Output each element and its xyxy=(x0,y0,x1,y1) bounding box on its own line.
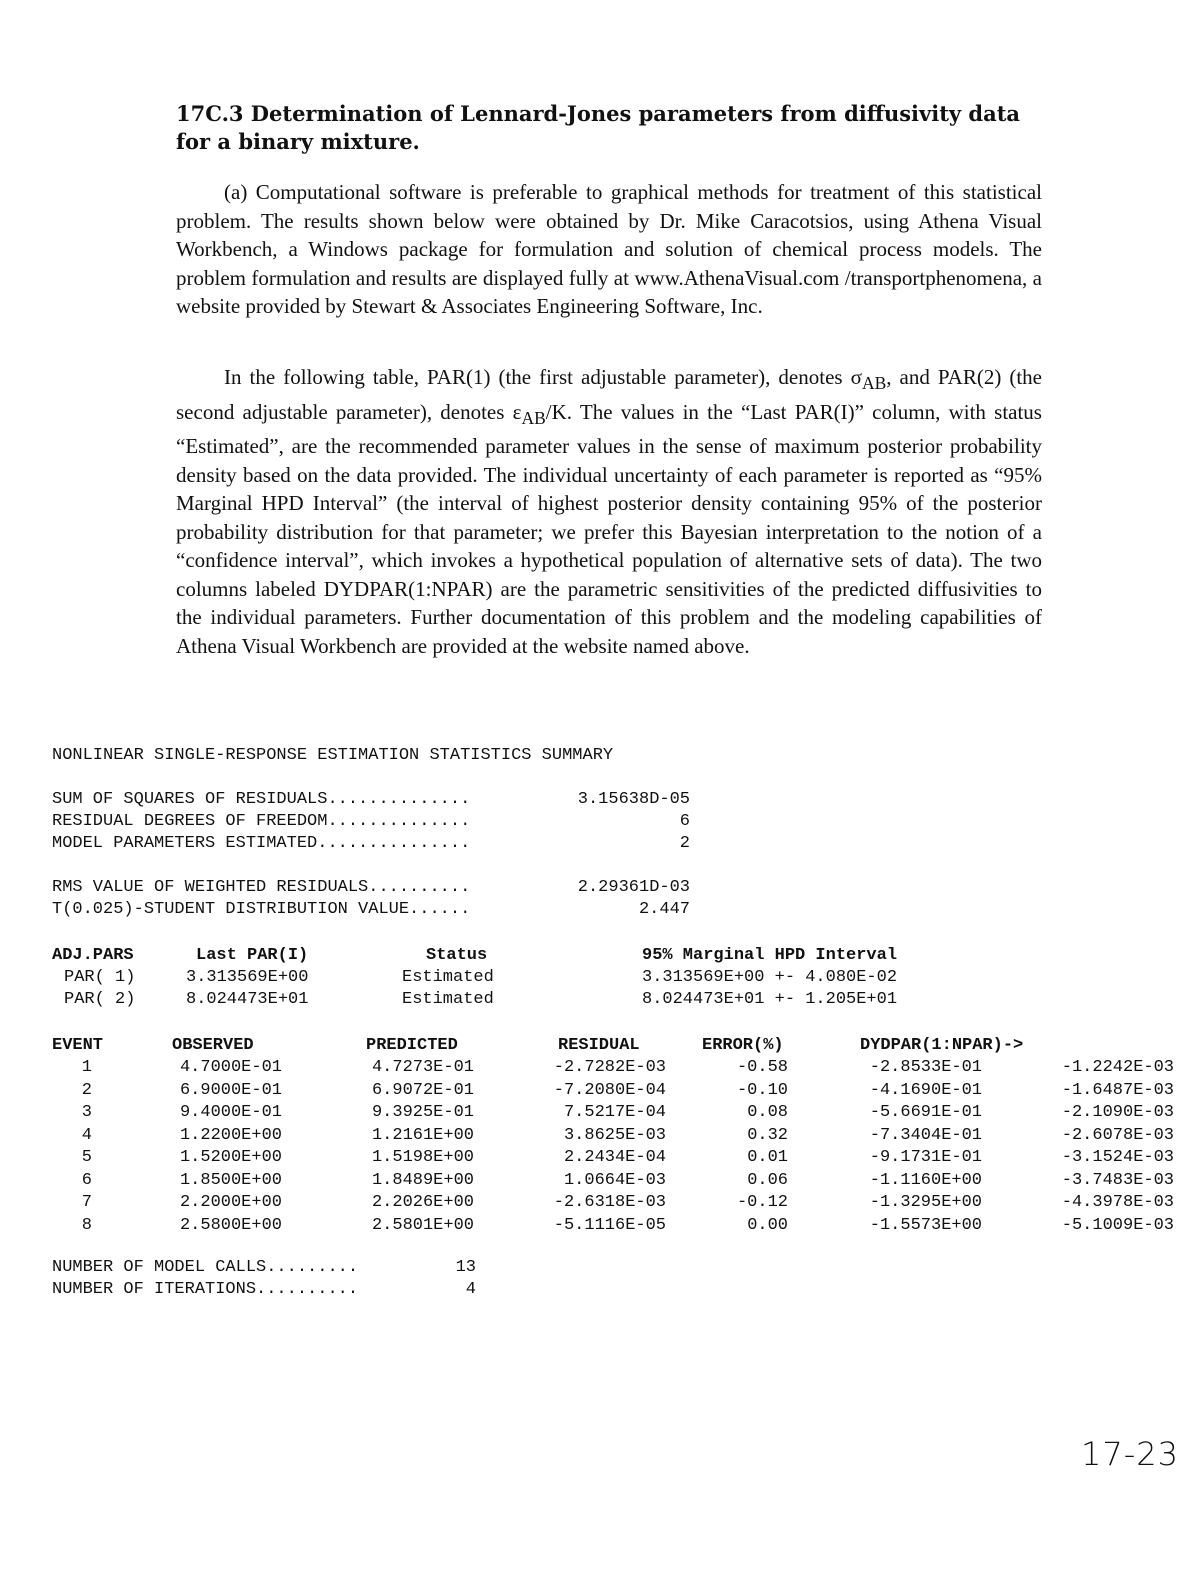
param-value: 3.313569E+00 xyxy=(186,968,309,987)
dydpar-2: -3.1524E-03 xyxy=(1061,1148,1174,1167)
predicted-value: 2.5801E+00 xyxy=(371,1215,474,1235)
dydpar-2: -4.3978E-03 xyxy=(1061,1193,1174,1212)
param-name: PAR( 2) xyxy=(64,990,136,1009)
dydpar-1: -4.1690E-01 xyxy=(869,1080,982,1100)
param-status: Estimated xyxy=(402,968,494,987)
event-number: 5 xyxy=(81,1148,92,1167)
residual-value: -5.1116E-05 xyxy=(553,1215,666,1235)
stat-value: 3.15638D-05 xyxy=(577,790,690,809)
dydpar-2: -1.6487E-03 xyxy=(1061,1080,1174,1100)
params-header-lastpar: Last PAR(I) xyxy=(196,946,309,965)
observed-value: 1.2200E+00 xyxy=(179,1125,282,1145)
stat-label: MODEL PARAMETERS ESTIMATED............... xyxy=(52,834,471,853)
dydpar-2: -2.1090E-03 xyxy=(1061,1103,1174,1122)
param-name: PAR( 1) xyxy=(64,968,136,987)
residual-value: -2.7282E-03 xyxy=(553,1058,666,1077)
stat-label: RESIDUAL DEGREES OF FREEDOM.............. xyxy=(52,812,471,831)
predicted-value: 1.2161E+00 xyxy=(371,1125,474,1145)
events-header-error: ERROR(%) xyxy=(702,1036,784,1055)
residual-value: 7.5217E-04 xyxy=(563,1103,666,1122)
predicted-value: 9.3925E-01 xyxy=(371,1103,474,1122)
dydpar-1: -1.1160E+00 xyxy=(869,1170,982,1190)
footer-stat-value: 4 xyxy=(465,1280,476,1299)
stat-label: SUM OF SQUARES OF RESIDUALS.............. xyxy=(52,790,471,809)
observed-value: 2.2000E+00 xyxy=(179,1193,282,1212)
residual-value: 2.2434E-04 xyxy=(563,1148,666,1167)
footer-stat-value: 13 xyxy=(455,1258,476,1277)
events-header-event: EVENT xyxy=(52,1036,104,1055)
stat-value: 2.29361D-03 xyxy=(577,878,690,897)
params-header-status: Status xyxy=(426,946,488,965)
residual-value: 1.0664E-03 xyxy=(563,1170,666,1190)
param-interval: 8.024473E+01 +- 1.205E+01 xyxy=(642,990,898,1009)
predicted-value: 1.8489E+00 xyxy=(371,1170,474,1190)
event-number: 1 xyxy=(81,1058,92,1077)
paragraph-b xyxy=(176,363,1042,660)
error-percent: -0.10 xyxy=(736,1080,788,1100)
summary-title: NONLINEAR SINGLE-RESPONSE ESTIMATION STATISTICS SUMMARY xyxy=(52,746,614,765)
dydpar-2: -3.7483E-03 xyxy=(1061,1170,1174,1190)
error-percent: -0.12 xyxy=(736,1193,788,1212)
param-value: 8.024473E+01 xyxy=(186,990,309,1009)
dydpar-1: -5.6691E-01 xyxy=(869,1103,982,1122)
dydpar-2: -1.2242E-03 xyxy=(1061,1058,1174,1077)
predicted-value: 2.2026E+00 xyxy=(371,1193,474,1212)
residual-value: -7.2080E-04 xyxy=(553,1080,666,1100)
error-percent: 0.06 xyxy=(747,1170,788,1190)
footer-stat-label: NUMBER OF ITERATIONS.......... xyxy=(52,1280,359,1299)
page-number: 17-23 xyxy=(1081,1435,1179,1473)
observed-value: 1.5200E+00 xyxy=(179,1148,282,1167)
paragraph-a xyxy=(176,178,1042,321)
predicted-value: 6.9072E-01 xyxy=(371,1080,474,1100)
residual-value: 3.8625E-03 xyxy=(563,1125,666,1145)
observed-value: 6.9000E-01 xyxy=(179,1080,282,1100)
params-header-adjpars: ADJ.PARS xyxy=(52,946,134,965)
footer-stat-label: NUMBER OF MODEL CALLS......... xyxy=(52,1258,359,1277)
dydpar-1: -7.3404E-01 xyxy=(869,1125,982,1145)
stat-label: RMS VALUE OF WEIGHTED RESIDUALS.......... xyxy=(52,878,471,897)
dydpar-1: -1.3295E+00 xyxy=(869,1193,982,1212)
paragraph-b-text: In the following table, PAR(1) (the first adjustable parameter), denotes $\sigma_{AB}$, and PAR(2) (the second adjustable parameter), denotes $\varepsilon_{AB}/K$. The values in the “Last PAR(I)” column, with status “Estimated”, are the recommended parameter values in the sense of maximum posterior probability density based on the data provided. The individual uncertainty of each parameter is reported as “95% Marginal HPD Interval” (the interval of highest posterior density containing 95% of the posterior probability distribution for that parameter; we prefer this Bayesian interpretation to the notion of a “confidence interval”, which invokes a hypothetical population of alternative sets of data). The two columns labeled DYDPAR(1:NPAR) are the parametric sensitivities of the predicted diffusivities to the individual parameters. Further documentation of this problem and the modeling capabilities of Athena Visual Workbench are provided at the website named above. xyxy=(176,365,1042,658)
event-number: 3 xyxy=(81,1103,92,1122)
dydpar-2: -2.6078E-03 xyxy=(1061,1125,1174,1145)
problem-heading xyxy=(176,100,1046,156)
error-percent: 0.00 xyxy=(747,1215,788,1235)
param-status: Estimated xyxy=(402,990,494,1009)
stat-value: 2.447 xyxy=(638,900,690,919)
event-number: 7 xyxy=(81,1193,92,1212)
dydpar-2: -5.1009E-03 xyxy=(1061,1215,1174,1235)
event-number: 4 xyxy=(81,1125,92,1145)
dydpar-1: -9.1731E-01 xyxy=(869,1148,982,1167)
stat-value: 6 xyxy=(679,812,690,831)
dydpar-1: -2.8533E-01 xyxy=(869,1058,982,1077)
dydpar-1: -1.5573E+00 xyxy=(869,1215,982,1235)
observed-value: 4.7000E-01 xyxy=(179,1058,282,1077)
heading-line-1: 17C.3 Determination of Lennard-Jones parameters from diffusivity data xyxy=(176,101,1021,126)
observed-value: 9.4000E-01 xyxy=(179,1103,282,1122)
error-percent: 0.01 xyxy=(747,1148,788,1167)
events-header-predicted: PREDICTED xyxy=(366,1036,458,1055)
param-interval: 3.313569E+00 +- 4.080E-02 xyxy=(642,968,898,987)
event-number: 6 xyxy=(81,1170,92,1190)
error-percent: -0.58 xyxy=(736,1058,788,1077)
paragraph-a-text: (a) Computational software is preferable to graphical methods for treatment of this statistical problem. The results shown below were obtained by Dr. Mike Caracotsios, using Athena Visual Workbench, a Windows package for formulation and solution of chemical process models. The problem formulation and results are displayed fully at www.AthenaVisual.com /transportphenomena, a website provided by Stewart & Associates Engineering Software, Inc. xyxy=(176,180,1042,318)
stat-label: T(0.025)-STUDENT DISTRIBUTION VALUE...... xyxy=(52,900,471,919)
stat-value: 2 xyxy=(679,834,690,853)
predicted-value: 4.7273E-01 xyxy=(371,1058,474,1077)
error-percent: 0.32 xyxy=(747,1125,788,1145)
observed-value: 2.5800E+00 xyxy=(179,1215,282,1235)
observed-value: 1.8500E+00 xyxy=(179,1170,282,1190)
event-number: 2 xyxy=(81,1080,92,1100)
params-header-hpd: 95% Marginal HPD Interval xyxy=(642,946,898,965)
events-header-residual: RESIDUAL xyxy=(558,1036,640,1055)
predicted-value: 1.5198E+00 xyxy=(371,1148,474,1167)
event-number: 8 xyxy=(81,1215,92,1235)
residual-value: -2.6318E-03 xyxy=(553,1193,666,1212)
events-header-dydpar: DYDPAR(1:NPAR)-> xyxy=(860,1036,1024,1055)
error-percent: 0.08 xyxy=(747,1103,788,1122)
events-header-observed: OBSERVED xyxy=(172,1036,254,1055)
heading-line-2: for a binary mixture. xyxy=(176,129,420,154)
